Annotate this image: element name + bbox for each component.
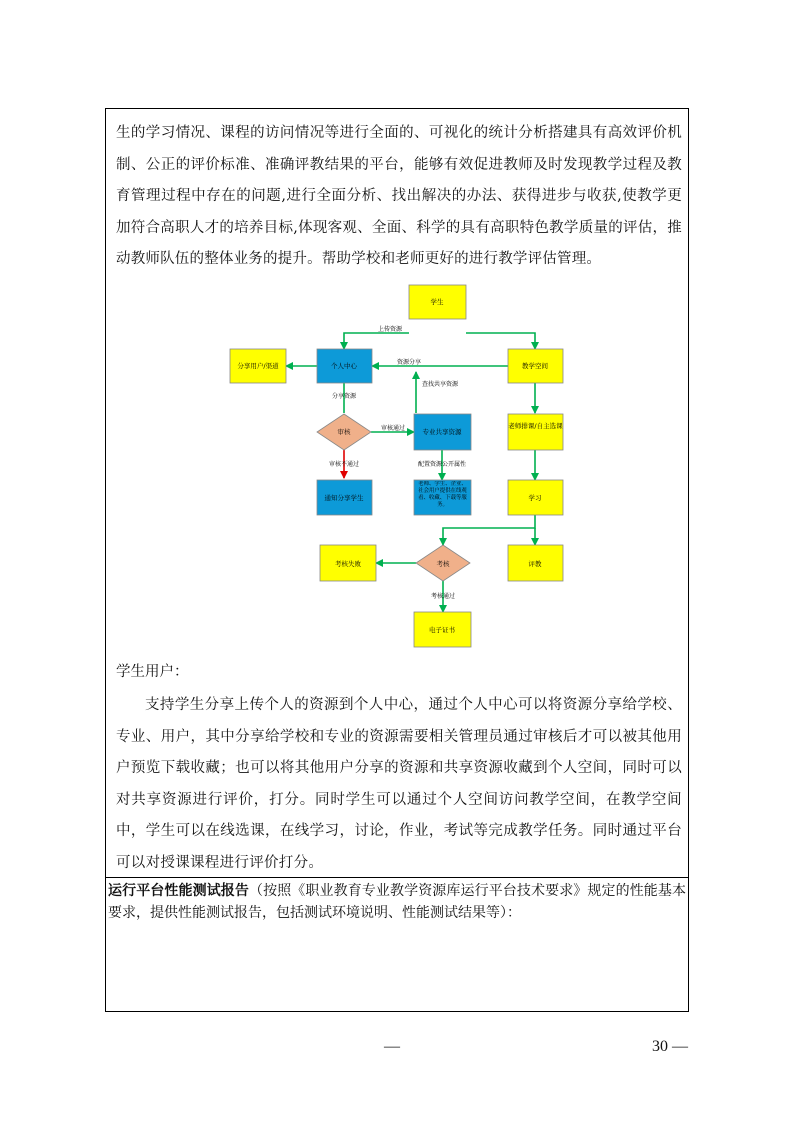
label-config-public: 配置资源公开属性 bbox=[417, 461, 467, 468]
label-find-shared: 查找共享资源 bbox=[421, 381, 459, 388]
label-resource-share: 资源分享 bbox=[396, 359, 422, 366]
node-certificate-label: 电子证书 bbox=[429, 626, 455, 634]
node-public-service-label: 老师、学生、企业、社会用户提供在线观看、收藏、下载等服务。 bbox=[418, 481, 467, 508]
node-student-label: 学生 bbox=[430, 298, 444, 306]
node-share-user-label: 分享用户/渠道 bbox=[237, 362, 279, 370]
label-upload: 上传资源 bbox=[377, 326, 403, 333]
node-study-label: 学习 bbox=[528, 494, 542, 502]
node-course-select-text bbox=[508, 416, 563, 448]
arrow-student-to-center bbox=[344, 333, 409, 349]
section-title: 学生用户： bbox=[116, 664, 189, 680]
arrow-student-to-space bbox=[466, 333, 535, 349]
intro-paragraph: 生的学习情况、课程的访问情况等进行全面的、可视化的统计分析搭建具有高效评价机制、公正的评价标准、准确评教结果的平台，能够有效促进教师及时发现教学过程及教育管理过程中存在的问题,进行全面分析、找出解决的办法、获得进步与收获,使教学更加符合高职人才的培养目标,体现客观、全面、科学的具有高职特色教学质量的评估，推动教师队伍的整体业务的提升。帮助学校和老师更好的进行教学评估管理。 bbox=[116, 125, 682, 267]
node-teaching-space-label: 教学空间 bbox=[522, 362, 548, 370]
page-number: 30 — bbox=[652, 1038, 688, 1055]
node-personal-center-label: 个人中心 bbox=[331, 362, 357, 370]
arrow-study-to-exam bbox=[443, 515, 535, 545]
node-exam-fail-label: 考核失败 bbox=[335, 560, 361, 568]
section-body: 支持学生分享上传个人的资源到个人中心，通过个人中心可以将资源分享给学校、专业、用户，其中分享给学校和专业的资源需要相关管理员通过审核后才可以被其他用户预览下载收藏；也可以将其他用户分享的资源和共享资源收藏到个人空间，同时可以对共享资源进行评价，打分。同时学生可以通过个人空间访问教学空间，在教学空间中，学生可以在线选课，在线学习，讨论，作业，考试等完成教学任务。同时通过平台可以对授课课程进行评价打分。 bbox=[116, 697, 682, 871]
report-text: （按照《职业教育专业教学资源库运行平台技术要求》规定的性能基本要求，提供性能测试报告，包括测试环境说明、性能测试结果等）： bbox=[108, 883, 686, 921]
node-public-service-text bbox=[416, 481, 469, 514]
label-exam-pass: 考核通过 bbox=[430, 593, 456, 600]
node-review-label: 审核 bbox=[337, 428, 351, 436]
node-course-select-label: 老师排课/自主选课 bbox=[508, 422, 563, 430]
node-shared-resource-label: 专业共享资源 bbox=[422, 428, 462, 436]
label-review-pass: 审核通过 bbox=[380, 425, 406, 432]
report-title: 运行平台性能测试报告 bbox=[108, 883, 249, 899]
node-notify-share-label: 通知分享学生 bbox=[324, 494, 364, 502]
node-exam-label: 考核 bbox=[436, 560, 450, 568]
footer-dash: — bbox=[384, 1038, 400, 1055]
label-share-resource: 分享资源 bbox=[331, 393, 357, 400]
label-review-fail: 审核不通过 bbox=[328, 461, 360, 468]
node-evaluate-label: 评教 bbox=[528, 560, 542, 568]
report-paragraph bbox=[108, 880, 686, 924]
